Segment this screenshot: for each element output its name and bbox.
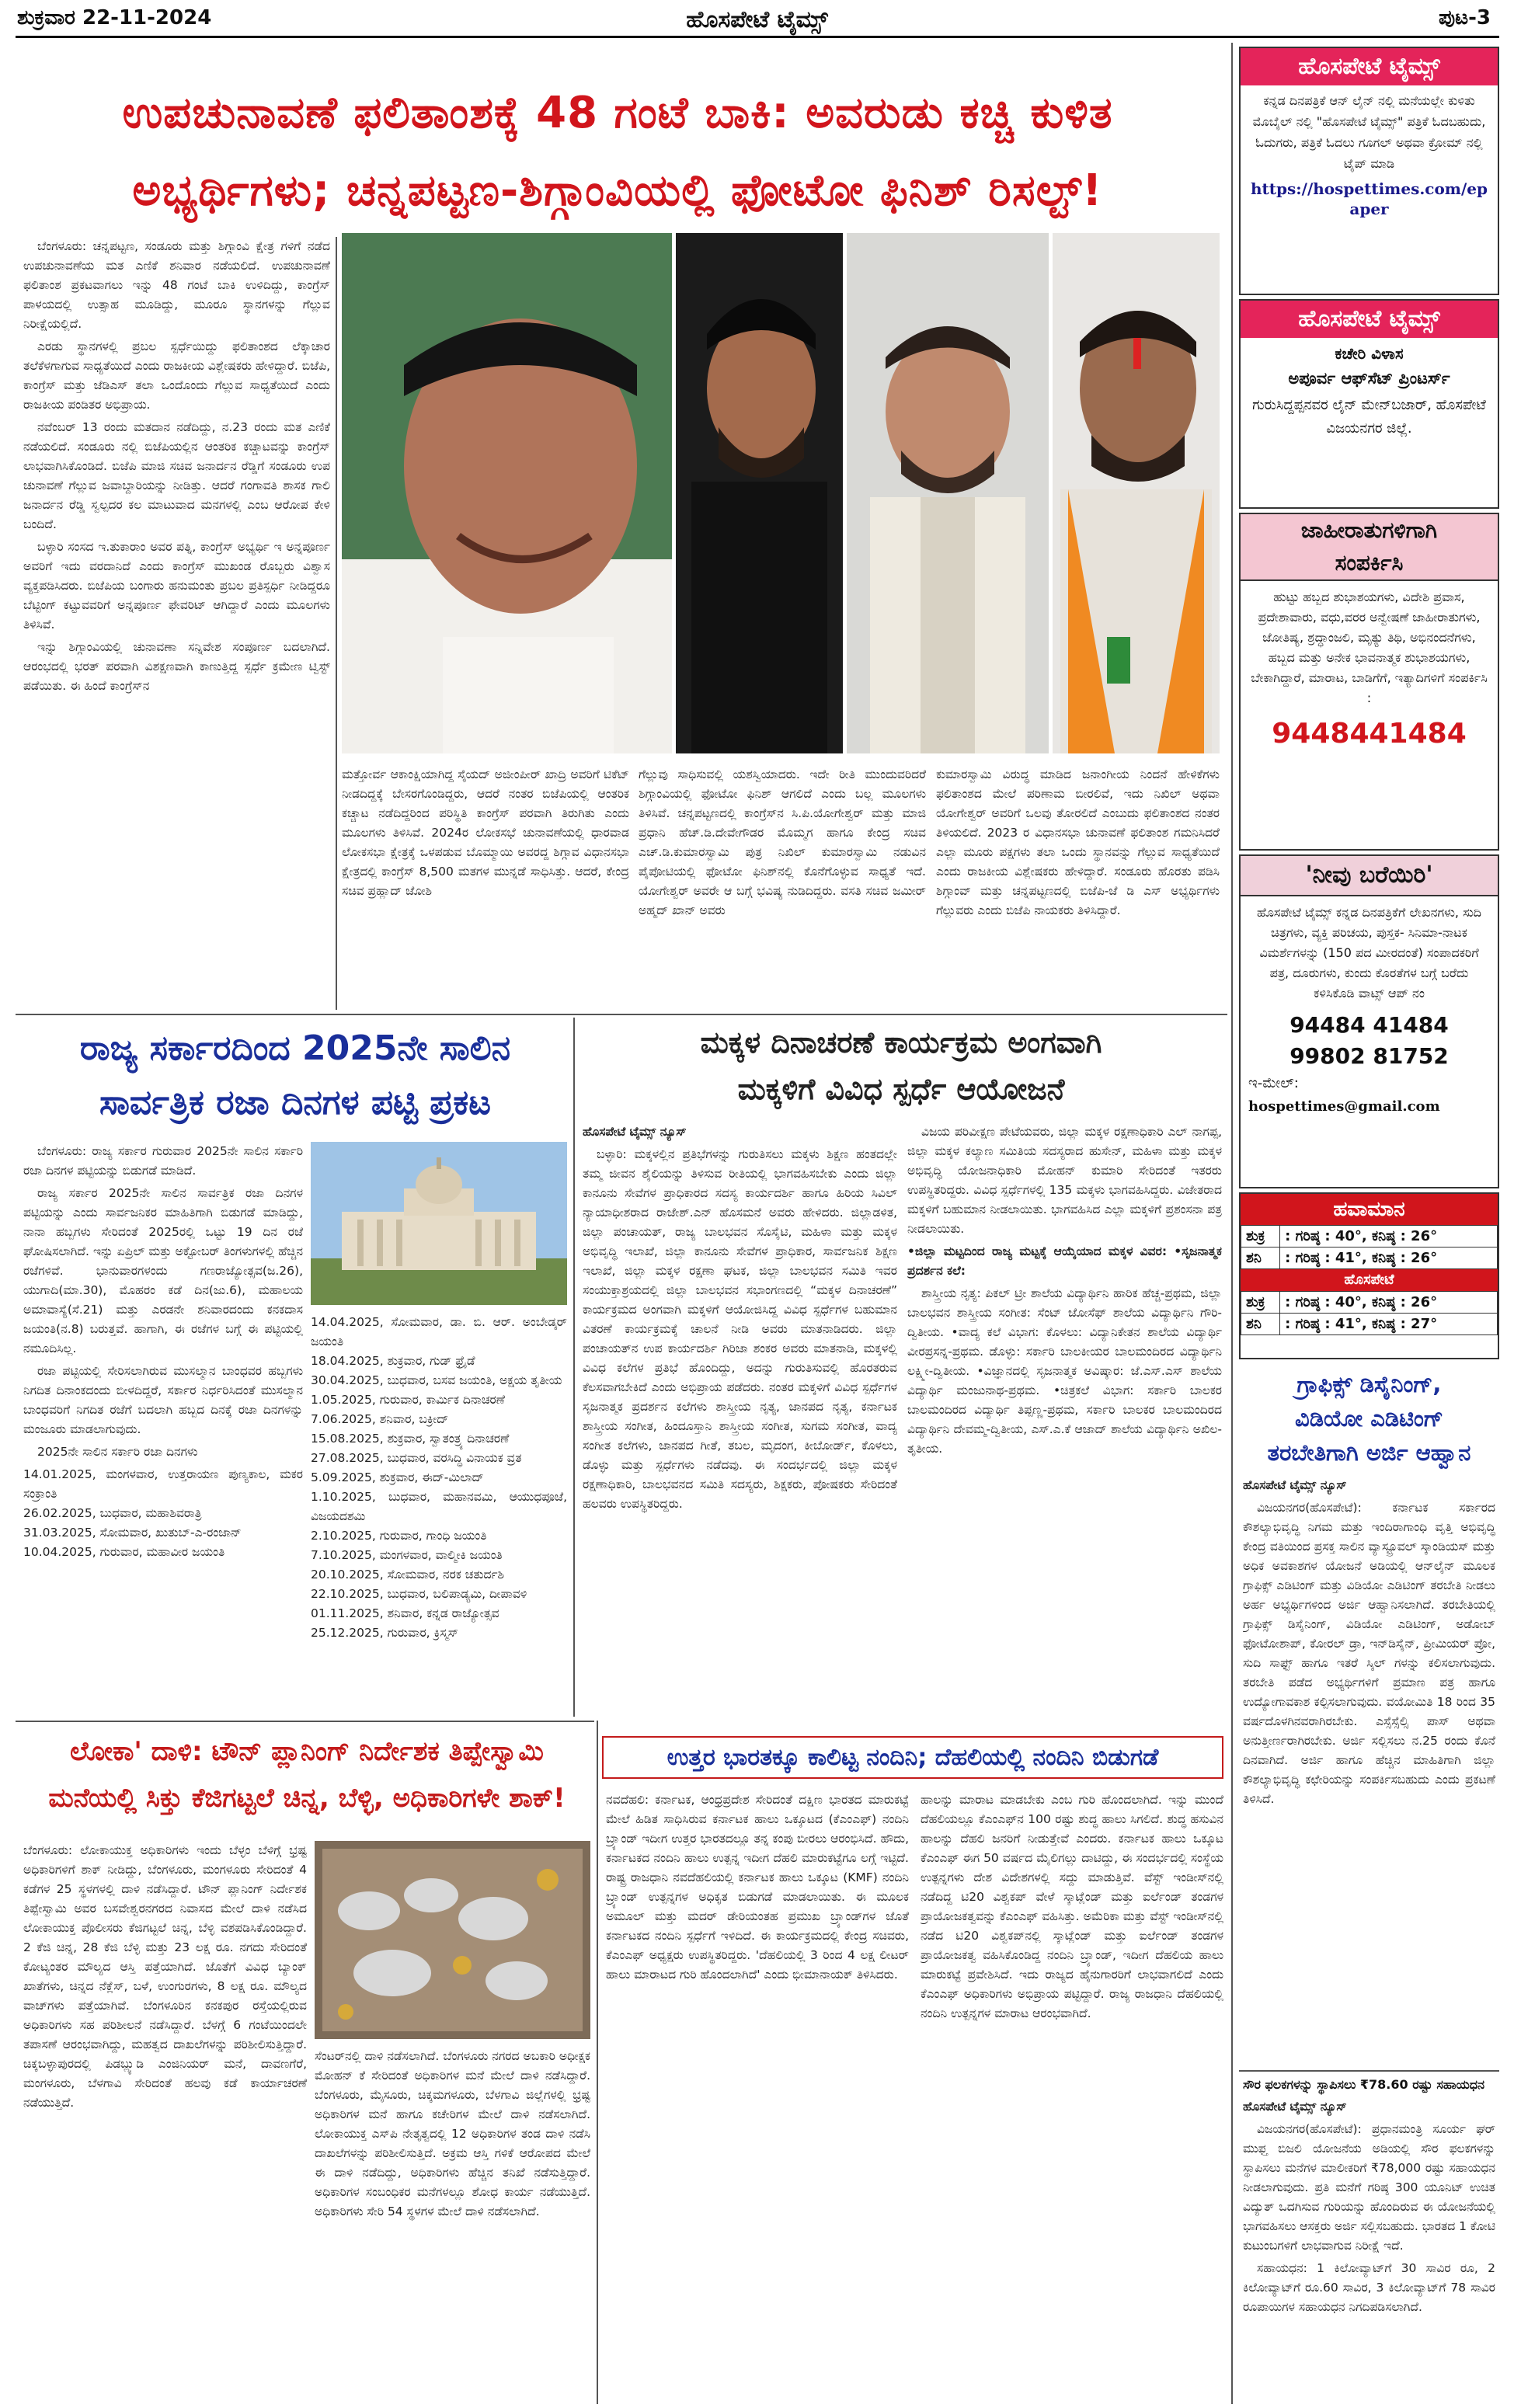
raid-column-1: ಬೆಂಗಳೂರು: ಲೋಕಾಯುಕ್ತ ಅಧಿಕಾರಿಗಳು ಇಂದು ಬೆಳ್ಳಂ ಬೆಳಿಗ್ಗೆ ಭ್ರಷ್ಟ ಅಧಿಕಾರಿಗಳಿಗೆ ಶಾಕ್ ನೀಡಿದ್ದು, ಬೆಂಗಳೂರು, ಮಂಗಳೂರು ಸೇರಿದಂತೆ 4 ಕಡೆಗಳ 25 ಸ್ಥಳಗಳಲ್ಲಿ ದಾಳಿ ನಡೆಸಿದ್ದಾರೆ. ಟೌನ್ ಪ್ಲಾನಿಂಗ್ ನಿರ್ದೇಶಕ ತಿಪ್ಪೇಸ್ವಾಮಿ ಅವರ ಬಸವೇಶ್ವರನಗರದ ನಿವಾಸದ ಮೇಲೆ ದಾಳಿ ನಡೆಸಿದ ಲೋಕಾಯುಕ್ತ ಪೊಲೀಸರು ಕೆಜಿಗಟ್ಟಲೆ ಚಿನ್ನ, ಬೆಳ್ಳಿ ವಶಪಡಿಸಿಕೊಂಡಿದ್ದಾರೆ. 2 ಕೆಜಿ ಚಿನ್ನ, 28 ಕೆಜಿ ಬೆಳ್ಳಿ ಮತ್ತು 23 ಲಕ್ಷ ರೂ. ನಗದು ಸೇರಿದಂತೆ ಕೋಟ್ಯಂತರ ಮೌಲ್ಯದ ಆಸ್ತಿ ಪತ್ತೆಯಾಗಿದೆ. ಜೊತೆಗೆ ವಿವಿಧ ಬ್ಯಾಂಕ್ ಖಾತೆಗಳು, ಚಿನ್ನದ ನೆಕ್ಲೆಸ್, ಬಳೆ, ಉಂಗುರಗಳು, 8 ಲಕ್ಷ ರೂ. ಮೌಲ್ಯದ ವಾಚ್‌ಗಳು ಪತ್ತೆಯಾಗಿವೆ. ಬೆಂಗಳೂರಿನ ಕನಕಪುರ ರಸ್ತೆಯಲ್ಲಿರುವ ಅಧಿಕಾರಿಗಳು ಸಹ ಪರಿಶೀಲನೆ ನಡೆಸಿದ್ದಾರೆ. ಬೆಳಗ್ಗೆ 6 ಗಂಟೆಯಿಂದಲೇ ತಪಾಸಣೆ ಆರಂಭವಾಗಿದ್ದು, ಮಹತ್ವದ ದಾಖಲೆಗಳನ್ನು ಪರಿಶೀಲಿಸುತ್ತಿದ್ದಾರೆ. ಚಿಕ್ಕಬಳ್ಳಾಪುರದಲ್ಲಿ ಪಿಡಬ್ಲ್ಯುಡಿ ಎಂಜಿನಿಯರ್ ಮನೆ, ದಾವಣಗೆರೆ, ಮಂಗಳೂರು, ಬೆಳಗಾವಿ ಸೇರಿದಂತೆ ಹಲವು ಕಡೆ ಕಾರ್ಯಾಚರಣೆ ನಡೆಯುತ್ತಿದೆ. <box>23 1843 307 2110</box>
issue-date: ಶುಕ್ರವಾರ 22-11-2024 <box>17 6 212 30</box>
children-text-2: ವಿಜಯ ಪರಿವೀಕ್ಷಣ ಪೇಟೆಯವರು, ಜಿಲ್ಲಾ ಮಕ್ಕಳ ರಕ್ಷಣಾಧಿಕಾರಿ ಎಲ್ ನಾಗಪ್ಪ, ಜಿಲ್ಲಾ ಮಕ್ಕಳ ಕಲ್ಯಾಣ ಸಮಿತಿಯ ಸದಸ್ಯರಾದ ಹುಸೇನ್, ಮಹಿಳಾ ಮತ್ತು ಮಕ್ಕಳ ಅಭಿವೃದ್ಧಿ ಯೋಜನಾಧಿಕಾರಿ ಮೋಹನ್ ಕುಮಾರಿ ಸೇರಿದಂತೆ ಇತರರು ಉಪಸ್ಥಿತರಿದ್ದರು. ವಿವಿಧ ಸ್ಪರ್ಧೆಗಳಲ್ಲಿ 135 ಮಕ್ಕಳು ಭಾಗವಹಿಸಿದ್ದರು. ವಿಜೇತರಾದ ಮಕ್ಕಳಿಗೆ ಬಹುಮಾನ ನೀಡಲಾಯಿತು. ಭಾಗವಹಿಸಿದ ಎಲ್ಲಾ ಮಕ್ಕಳಿಗೆ ಪ್ರಶಂಸನಾ ಪತ್ರ ನೀಡಲಾಯಿತು. <box>907 1125 1222 1236</box>
holiday-list-item: 5.09.2025, ಶುಕ್ರವಾರ, ಈದ್-ಮಿಲಾದ್ <box>311 1470 484 1484</box>
candidate-photo-4 <box>1053 233 1220 753</box>
holiday-list-item: 31.03.2025, ಸೋಮವಾರ, ಖುತುಬ್-ಎ-ರಂಜಾನ್ <box>23 1526 242 1540</box>
lead-para-2: ಎರಡು ಸ್ಥಾನಗಳಲ್ಲಿ ಪ್ರಬಲ ಸ್ಪರ್ಧೆಯಿದ್ದು ಫಲಿತಾಂಶದ ಲೆಕ್ಕಾಚಾರ ತಲೆಕೆಳಗಾಗುವ ಸಾಧ್ಯತೆಯಿದೆ ಎಂದು ರಾಜಕೀಯ ವಿಶ್ಲೇಷಕರು ಹೇಳಿದ್ದಾರೆ. ಬಿಜೆಪಿ, ಕಾಂಗ್ರೆಸ್ ಮತ್ತು ಜೆಡಿಎಸ್ ತಲಾ ಒಂದೊಂದು ಗೆಲ್ಲುವ ಸಾಧ್ಯತೆಯಿದೆ ಎಂದು ರಾಜಕೀಯ ಪಂಡಿತರ ಅಭಿಪ್ರಾಯ. <box>23 339 330 412</box>
holiday-headline-line1: ರಾಜ್ಯ ಸರ್ಕಾರದಿಂದ 2025ನೇ ಸಾಲಿನ <box>79 1028 511 1068</box>
lead-para-1: ಬೆಂಗಳೂರು: ಚನ್ನಪಟ್ಟಣ, ಸಂಡೂರು ಮತ್ತು ಶಿಗ್ಗಾಂವಿ ಕ್ಷೇತ್ರ ಗಳಿಗೆ ನಡೆದ ಉಪಚುನಾವಣೆಯ ಮತ ಎಣಿಕೆ ಶನಿವಾರ ನಡೆಯಲಿದೆ. ಉಪಚುನಾವಣೆ ಫಲಿತಾಂಶ ಪ್ರಕಟವಾಗಲು ಇನ್ನು 48 ಗಂಟೆ ಬಾಕಿ ಉಳಿದಿದ್ದು, ಕಾಂಗ್ರೆಸ್ ಪಾಳಯದಲ್ಲಿ ಉತ್ಸಾಹ ಮೂಡಿದ್ದು, ಮೂರೂ ಸ್ಥಾನಗಳನ್ನು ಗೆಲ್ಲುವ ನಿರೀಕ್ಷೆಯಲ್ಲಿದೆ. <box>23 239 330 331</box>
sidebar-divider <box>1231 43 1233 2404</box>
page-number: ಪುಟ-3 <box>1438 6 1491 30</box>
weather-temps: : ಗರಿಷ್ಠ : 40°, ಕನಿಷ್ಠ : 26° <box>1280 1226 1498 1247</box>
lead-headline-line1: ಉಪಚುನಾವಣೆ ಫಲಿತಾಂಶಕ್ಕೆ 48 ಗಂಟೆ ಬಾಕಿ: ಅವರುಡು ಕಚ್ಚಿ ಕುಳಿತ <box>122 88 1113 138</box>
solar-subsidy: ಸಹಾಯಧನ: 1 ಕಿಲೋವ್ಯಾಟ್‌ಗೆ 30 ಸಾವಿರ ರೂ, 2 ಕಿಲೋವ್ಯಾಟ್‌ಗೆ ರೂ.60 ಸಾವಿರ, 3 ಕಿಲೋವ್ಯಾಟ್‌ಗೆ 78 ಸಾವಿರ ರೂಪಾಯಿಗಳ ಸಹಾಯಧನ ನಿಗದಿಪಡಿಸಲಾಗಿದೆ. <box>1243 2261 1495 2314</box>
children-subhead: •ಜಿಲ್ಲಾ ಮಟ್ಟದಿಂದ ರಾಜ್ಯ ಮಟ್ಟಕ್ಕೆ ಆಯ್ಕೆಯಾದ ಮಕ್ಕಳ ವಿವರ: •ಸೃಜನಾತ್ಮಕ ಪ್ರದರ್ಶನ ಕಲೆ: <box>907 1244 1222 1278</box>
lead-column-1 <box>23 237 330 781</box>
column-divider <box>597 1721 598 2404</box>
holiday-list-item: 20.10.2025, ಸೋಮವಾರ, ನರಕ ಚತುರ್ದಶಿ <box>311 1568 505 1582</box>
email-address[interactable]: hospettimes@gmail.com <box>1248 1098 1440 1115</box>
children-byline: ಹೊಸಪೇಟೆ ಟೈಮ್ಸ್ ನ್ಯೂಸ್ <box>583 1125 687 1139</box>
holiday-list-item: 26.02.2025, ಬುಧವಾರ, ಮಹಾಶಿವರಾತ್ರಿ <box>23 1506 202 1520</box>
section-divider <box>1239 2070 1499 2072</box>
ads-box <box>1239 513 1499 851</box>
weather-temps: : ಗರಿಷ್ಠ : 40°, ಕನಿಷ್ಠ : 26° <box>1280 1292 1498 1314</box>
holiday-list-item: 25.12.2025, ಗುರುವಾರ, ಕ್ರಿಸ್ಮಸ್ <box>311 1626 459 1640</box>
holiday-list-item: 7.06.2025, ಶನಿವಾರ, ಬಕ್ರೀದ್ <box>311 1412 449 1426</box>
weather-city: ಹೊಸಪೇಟೆ <box>1241 1269 1498 1291</box>
lead-column-4: ಕುಮಾರಸ್ವಾಮಿ ವಿರುದ್ಧ ಮಾಡಿದ ಜನಾಂಗೀಯ ನಿಂದನೆ ಹೇಳಿಕೆಗಳು ಫಲಿತಾಂಶದ ಮೇಲೆ ಪರಿಣಾಮ ಬೀರಲಿವೆ, ಇದು ನಿಖಿಲ್ ಅಥವಾ ಯೋಗೇಶ್ವರ್ ಅವರಿಗೆ ಒಲವು ತೋರಲಿದೆ ಎಂಬುದು ಫಲಿತಾಂಶದ ನಂತರ ತಿಳಿಯಲಿದೆ. 2023 ರ ವಿಧಾನಸಭಾ ಚುನಾವಣೆ ಫಲಿತಾಂಶ ಗಮನಿಸಿದರೆ ಎಲ್ಲಾ ಮೂರು ಪಕ್ಷಗಳು ತಲಾ ಒಂದು ಸ್ಥಾನವನ್ನು ಗೆಲ್ಲುವ ಸಾಧ್ಯತೆಯಿದೆ ಎಂದು ರಾಜಕೀಯ ವಿಶ್ಲೇಷಕರು ಹೇಳಿದ್ದಾರೆ. ಸಂಡೂರು ಹೊರತು ಪಡಿಸಿ ಶಿಗ್ಗಾಂವ್ ಮತ್ತು ಚನ್ನಪಟ್ಟಣದಲ್ಲಿ ಬಿಜೆಪಿ-ಜೆ ಡಿ ಎಸ್ ಅಭ್ಯರ್ಥಿಗಳು ಗೆಲ್ಲುವರು ಎಂದು ಬಿಜೆಪಿ ನಾಯಕರು ತಿಳಿಸಿದ್ದಾರೆ. <box>936 767 1220 917</box>
column-divider <box>573 1018 575 1717</box>
epaper-box-text: ಕನ್ನಡ ದಿನಪತ್ರಿಕೆ ಆನ್ ಲೈನ್ ನಲ್ಲಿ ಮನೆಯಲ್ಲೇ ಕುಳಿತು ಮೊಬೈಲ್ ನಲ್ಲಿ "ಹೊಸಪೇಟೆ ಟೈಮ್ಸ್" ಪತ್ರಿಕೆ ಓದಬಹುದು, ಓದುಗರು, ಪತ್ರಿಕೆ ಓದಲು ಗೂಗಲ್ ಅಥವಾ ಕ್ರೋಮ್ ನಲ್ಲಿ ಟೈಪ್ ಮಾಡಿ <box>1252 93 1486 171</box>
weather-day: ಶನಿ <box>1241 1314 1280 1335</box>
section-divider <box>16 1014 1227 1015</box>
raid-column-2: ಸೆಂಟರ್‌ನಲ್ಲಿ ದಾಳಿ ನಡೆಸಲಾಗಿದೆ. ಬೆಂಗಳೂರು ನಗರದ ಅಬಕಾರಿ ಅಧೀಕ್ಷಕ ಮೋಹನ್ ಕೆ ಸೇರಿದಂತೆ ಅಧಿಕಾರಿಗಳ ಮನೆ ಮೇಲೆ ದಾಳಿ ನಡೆಸಿದ್ದಾರೆ. ಬೆಂಗಳೂರು, ಮೈಸೂರು, ಚಿಕ್ಕಮಗಳೂರು, ಬೆಳಗಾವಿ ಜಿಲ್ಲೆಗಳಲ್ಲಿ ಭ್ರಷ್ಟ ಅಧಿಕಾರಿಗಳ ಮನೆ ಹಾಗೂ ಕಚೇರಿಗಳ ಮೇಲೆ ದಾಳಿ ನಡೆಸಲಾಗಿದೆ. ಲೋಕಾಯುಕ್ತ ಎಸ್‌ಪಿ ನೇತೃತ್ವದಲ್ಲಿ 12 ಅಧಿಕಾರಿಗಳ ತಂಡ ದಾಳಿ ನಡೆಸಿ ದಾಖಲೆಗಳನ್ನು ಪರಿಶೀಲಿಸುತ್ತಿದೆ. ಅಕ್ರಮ ಆಸ್ತಿ ಗಳಿಕೆ ಆರೋಪದ ಮೇಲೆ ಈ ದಾಳಿ ನಡೆದಿದ್ದು, ಅಧಿಕಾರಿಗಳು ಹೆಚ್ಚಿನ ತನಿಖೆ ನಡೆಸುತ್ತಿದ್ದಾರೆ. ಅಧಿಕಾರಿಗಳ ಸಂಬಂಧಿಕರ ಮನೆಗಳಲ್ಲೂ ಶೋಧ ಕಾರ್ಯ ನಡೆಯುತ್ತಿದೆ. ಅಧಿಕಾರಿಗಳು ಸೇರಿ 54 ಸ್ಥಳಗಳ ಮೇಲೆ ದಾಳಿ ನಡೆಸಲಾಗಿದೆ. <box>315 2049 590 2218</box>
write-title: 'ನೀವು ಬರೆಯಿರಿ' <box>1241 856 1498 896</box>
office-box <box>1239 299 1499 509</box>
graphics-headline-line2: ವಿಡಿಯೋ ಎಡಿಟಿಂಗ್ <box>1295 1405 1443 1432</box>
lead-para-3: ನವೆಂಬರ್ 13 ರಂದು ಮತದಾನ ನಡೆದಿದ್ದು, ನ.23 ರಂದು ಮತ ಎಣಿಕೆ ನಡೆಯಲಿದೆ. ಸಂಡೂರು ನಲ್ಲಿ ಬಿಜೆಪಿಯಲ್ಲಿನ ಆಂತರಿಕ ಕಚ್ಚಾಟವನ್ನು ಕಾಂಗ್ರೆಸ್ ಲಾಭವಾಗಿಸಿಕೊಂಡಿದೆ. ಬಿಜೆಪಿ ಮಾಜಿ ಸಚಿವ ಜನಾರ್ದನ ರೆಡ್ಡಿಗೆ ಸಂಡೂರು ಉಪ ಚುನಾವಣೆ ಗೆಲ್ಲುವ ಜವಾಬ್ದಾರಿಯನ್ನು ನೀಡಿತ್ತು. ಆದರೆ ಗಂಗಾವತಿ ಶಾಸಕ ಗಾಲಿ ಜನಾರ್ದನ ರೆಡ್ಡಿ ಸ್ವಲ್ಪದರ ಕಲ ಮಾಟುವಾದ ಮನಗಳಲ್ಲಿ ಎಂಬ ಆರೋಪ ಕೇಳಿ ಬಂದಿದೆ. <box>23 420 330 531</box>
raid-seized-items-photo <box>315 1841 590 2039</box>
holiday-list-item: 01.11.2025, ಶನಿವಾರ, ಕನ್ನಡ ರಾಜ್ಯೋತ್ಸವ <box>311 1606 499 1620</box>
weather-table-2 <box>1241 1291 1498 1335</box>
raid-headline-line2: ಮನೆಯಲ್ಲಿ ಸಿಕ್ತು ಕೆಜಿಗಟ್ಟಲೆ ಚಿನ್ನ, ಬೆಳ್ಳಿ, ಅಧಿಕಾರಿಗಳೇ ಶಾಕ್! <box>48 1783 566 1814</box>
weather-table-1 <box>1241 1225 1498 1269</box>
weather-row <box>1241 1314 1498 1335</box>
holiday-intro: ಬೆಂಗಳೂರು: ರಾಜ್ಯ ಸರ್ಕಾರ ಗುರುವಾರ 2025ನೇ ಸಾಲಿನ ಸರ್ಕಾರಿ ರಜಾ ದಿನಗಳ ಪಟ್ಟಿಯನ್ನು ಬಿಡುಗಡೆ ಮಾಡಿದೆ. <box>23 1144 303 1178</box>
ads-title <box>1241 514 1498 581</box>
holiday-column-1 <box>23 1142 303 1701</box>
children-headline-line2: ಮಕ್ಕಳಿಗೆ ವಿವಿಧ ಸ್ಪರ್ಧೆ ಆಯೋಜನೆ <box>737 1072 1065 1106</box>
nandini-column-1: ನವದೆಹಲಿ: ಕರ್ನಾಟಕ, ಆಂಧ್ರಪ್ರದೇಶ ಸೇರಿದಂತೆ ದಕ್ಷಿಣ ಭಾರತದ ಮಾರುಕಟ್ಟೆ ಮೇಲೆ ಹಿಡಿತ ಸಾಧಿಸಿರುವ ಕರ್ನಾಟಕ ಹಾಲು ಒಕ್ಕೂಟದ (ಕೆಎಂಎಫ್) ನಂದಿನಿ ಬ್ರ್ಯಾಂಡ್ ಇದೀಗ ಉತ್ತರ ಭಾರತದಲ್ಲೂ ತನ್ನ ಕಂಪು ಬೀರಲು ಆರಂಭಿಸಿದೆ. ಹೌದು, ಕರ್ನಾಟಕದ ನಂದಿನಿ ಹಾಲು ಉತ್ಪನ್ನ ಇದೀಗ ದೆಹಲಿ ಮಾರುಕಟ್ಟೆಗೂ ಲಗ್ಗೆ ಇಟ್ಟಿದೆ. ರಾಷ್ಟ್ರ ರಾಜಧಾನಿ ನವದೆಹಲಿಯಲ್ಲಿ ಕರ್ನಾಟಕ ಹಾಲು ಒಕ್ಕೂಟ (KMF) ನಂದಿನಿ ಬ್ರ್ಯಾಂಡ್ ಉತ್ಪನ್ನಗಳ ಅಧಿಕೃತ ಬಿಡುಗಡೆ ಮಾಡಲಾಯಿತು. ಈ ಮೂಲಕ ಅಮೂಲ್ ಮತ್ತು ಮದರ್ ಡೇರಿಯಂತಹ ಪ್ರಮುಖ ಬ್ರ್ಯಾಂಡ್‌ಗಳ ಜೊತೆ ಕರ್ನಾಟಕದ ನಂದಿನಿ ಸ್ಪರ್ಧೆಗೆ ಇಳಿದಿದೆ. ಈ ಕಾರ್ಯಕ್ರಮದಲ್ಲಿ ಕೇಂದ್ರ ಸಚಿವರು, ಕೆಎಂಎಫ್ ಅಧ್ಯಕ್ಷರು ಉಪಸ್ಥಿತರಿದ್ದರು. 'ದೆಹಲಿಯಲ್ಲಿ 3 ರಿಂದ 4 ಲಕ್ಷ ಲೀಟರ್ ಹಾಲು ಮಾರಾಟದ ಗುರಿ ಹೊಂದಲಾಗಿದೆ' ಎಂದು ಭೀಮಾನಾಯಕ್ ತಿಳಿಸಿದರು. <box>606 1793 909 1982</box>
weather-row <box>1241 1226 1498 1247</box>
holiday-list-item: 10.04.2025, ಗುರುವಾರ, ಮಹಾವೀರ ಜಯಂತಿ <box>23 1545 225 1559</box>
holiday-list-item: 22.10.2025, ಬುಧವಾರ, ಬಲಿಪಾಡ್ಯಮಿ, ದೀಪಾವಳಿ <box>311 1587 527 1601</box>
holiday-list-item: 1.10.2025, ಬುಧವಾರ, ಮಹಾನವಮಿ, ಆಯುಧಪೂಜೆ, ವಿಜಯದಶಮಿ <box>311 1490 567 1523</box>
nandini-headline: ಉತ್ತರ ಭಾರತಕ್ಕೂ ಕಾಲಿಟ್ಟ ನಂದಿನಿ; ದೆಹಲಿಯಲ್ಲಿ ನಂದಿನಿ ಬಿಡುಗಡೆ <box>667 1744 1159 1771</box>
epaper-url[interactable]: https://hospettimes.com/epaper <box>1251 179 1488 218</box>
children-text-1: ಬಳ್ಳಾರಿ: ಮಕ್ಕಳಲ್ಲಿನ ಪ್ರತಿಭೆಗಳನ್ನು ಗುರುತಿಸಲು ಮಕ್ಕಳು ಶಿಕ್ಷಣ ಹಂತದಲ್ಲೇ ತಮ್ಮ ಜೀವನ ಶೈಲಿಯನ್ನು ತಿಳಿಸುವ ರೀತಿಯಲ್ಲಿ ಭಾಗವಹಿಸಬೇಕು ಎಂದು ಜಿಲ್ಲಾ ಕಾನೂನು ಸೇವೆಗಳ ಪ್ರಾಧಿಕಾರದ ಸದಸ್ಯ ಕಾರ್ಯದರ್ಶಿ ಹಾಗೂ ಹಿರಿಯ ಸಿವಿಲ್ ನ್ಯಾಯಾಧೀಶರಾದ ರಾಜೇಶ್.ಎನ್ ಹೊಸಮನೆ ಅವರು ಹೇಳಿದರು. ಜಿಲ್ಲಾಡಳಿತ, ಜಿಲ್ಲಾ ಪಂಚಾಯತ್, ರಾಜ್ಯ ಬಾಲಭವನ ಸೊಸೈಟಿ, ಮಹಿಳಾ ಮತ್ತು ಮಕ್ಕಳ ಅಭಿವೃದ್ಧಿ ಇಲಾಖೆ, ಜಿಲ್ಲಾ ಕಾನೂನು ಸೇವೆಗಳ ಪ್ರಾಧಿಕಾರ, ಸಾರ್ವಜನಿಕ ಶಿಕ್ಷಣ ಇಲಾಖೆ, ಜಿಲ್ಲಾ ಮಕ್ಕಳ ರಕ್ಷಣಾ ಘಟಕ, ಜಿಲ್ಲಾ ಬಾಲಭವನ ಸಮಿತಿ ಇವರ ಸಂಯುಕ್ತಾಶ್ರಯದಲ್ಲಿ ಜಿಲ್ಲಾ ಬಾಲಭವನ ಸಭಾಂಗಣದಲ್ಲಿ “ಮಕ್ಕಳ ದಿನಾಚರಣೆ” ಕಾರ್ಯಕ್ರಮದ ಅಂಗವಾಗಿ ಮಕ್ಕಳಿಗೆ ಆಯೋಜಿಸಿದ್ದ ವಿವಿಧ ಸ್ಪರ್ಧೆಗಳ ಬಹುಮಾನ ವಿತರಣೆ ಕಾರ್ಯಕ್ರಮಕ್ಕೆ ಚಾಲನೆ ನೀಡಿ ಅವರು ಮಾತನಾಡಿದರು. ಜಿಲ್ಲಾ ಪಂಚಾಯತ್‌ನ ಉಪ ಕಾರ್ಯದರ್ಶಿ ಗಿರಿಜಾ ಶಂಕರ ಅವರು ಮಾತನಾಡಿ, ಮಕ್ಕಳಲ್ಲಿ ವಿವಿಧ ಕಲೆಗಳ ಪ್ರತಿಭೆ ಹೊಂದಿದ್ದು, ಅದನ್ನು ಗುರುತಿಸುವಲ್ಲಿ ಹೊರತರುವ ಕೆಲಸವಾಗಬೇಕಿದೆ ಎಂದು ಅಭಿಪ್ರಾಯ ಪಡೆದರು. ನಂತರ ಮಕ್ಕಳಿಗೆ ವಿವಿಧ ಸ್ಪರ್ಧೆಗಳ ಸೃಜನಾತ್ಮಕ ಪ್ರದರ್ಶನ ಕಲೆಗಳು ಶಾಸ್ತ್ರೀಯ ನೃತ್ಯ, ಜಾನಪದ ನೃತ್ಯ, ಕರ್ನಾಟಕ ಶಾಸ್ತ್ರೀಯ ಸಂಗೀತ, ಹಿಂದೂಸ್ತಾನಿ ಶಾಸ್ತ್ರೀಯ ಸಂಗೀತ, ಸುಗಮ ಸಂಗೀತ, ವಾದ್ಯ ಸಂಗೀತ ಕಲೆಗಳು, ಜಾನಪದ ಗೀತೆ, ತಬಲ, ಮೃದಂಗ, ಕೀಬೋರ್ಡ್, ಕೊಳಲು, ಡೊಳ್ಳು ಮತ್ತು ಸ್ಪರ್ಧೆಗಳು ನಡೆದವು. ಈ ಸಂದರ್ಭದಲ್ಲಿ ಜಿಲ್ಲಾ ಮಕ್ಕಳ ರಕ್ಷಣಾಧಿಕಾರಿ, ಬಾಲಭವನದ ಸಮಿತಿ ಸದಸ್ಯರು, ಶಿಕ್ಷಕರು, ಪೋಷಕರು ಸೇರಿದಂತೆ ಹಲವರು ಉಪಸ್ಥಿತರಿದ್ದರು. <box>583 1147 897 1511</box>
paper-name: ಹೊಸಪೇಟೆ ಟೈಮ್ಸ್ <box>686 6 828 33</box>
holiday-list-item: 1.05.2025, ಗುರುವಾರ, ಕಾರ್ಮಿಕ ದಿನಾಚರಣೆ <box>311 1393 506 1407</box>
holiday-para-2: ರಾಜ್ಯ ಸರ್ಕಾರ 2025ನೇ ಸಾಲಿನ ಸಾರ್ವತ್ರಿಕ ರಜಾ ದಿನಗಳ ಪಟ್ಟಿಯನ್ನು ಎಂದು ಸಾರ್ವಜನಿಕರ ಮಾಹಿತಿಗಾಗಿ ಬಿಡುಗಡೆ ಮಾಡಿದ್ದು, ನಾನಾ ಹಬ್ಬಗಳು ಸೇರಿದಂತೆ 2025ರಲ್ಲಿ ಒಟ್ಟು 19 ದಿನ ರಜೆ ಘೋಷಿಸಲಾಗಿದೆ. ಇನ್ನು ಏಪ್ರಿಲ್ ಮತ್ತು ಅಕ್ಟೋಬರ್ ತಿಂಗಳುಗಳಲ್ಲಿ ಹೆಚ್ಚಿನ ರಜೆಗಳಿವೆ. ಭಾನುವಾರಗಳಂದು ಗಣರಾಜ್ಯೋತ್ಸವ(ಜ.26), ಯುಗಾದಿ(ಮಾ.30), ಮೊಹರಂ ಕಡೆ ದಿನ(ಜು.6), ಮಹಾಲಯ ಅಮಾವಾಸ್ಯೆ(ಸೆ.21) ಮತ್ತು ಎರಡನೇ ಶನಿವಾರದಂದು ಕನಕದಾಸ ಜಯಂತಿ(ನ.8) ಬರುತ್ತವೆ. ಹಾಗಾಗಿ, ಈ ರಜೆಗಳ ಬಗ್ಗೆ ಈ ಪಟ್ಟಿಯಲ್ಲಿ ನಮೂದಿಸಿಲ್ಲ. <box>23 1186 303 1355</box>
email-line <box>1241 1072 1498 1119</box>
nandini-column-2: ಹಾಲನ್ನು ಮಾರಾಟ ಮಾಡಬೇಕು ಎಂಬ ಗುರಿ ಹೊಂದಲಾಗಿದೆ. ಇನ್ನು ಮುಂದೆ ದೆಹಲಿಯಲ್ಲೂ ಕೆಎಂಎಫ್‌ನ 100 ರಷ್ಟು ಶುದ್ಧ ಹಾಲು ಸಿಗಲಿದೆ. ಶುದ್ಧ ಹಸುವಿನ ಹಾಲನ್ನು ದೆಹಲಿ ಜನರಿಗೆ ನೀಡುತ್ತೇವೆ ಎಂದರು. ಕರ್ನಾಟಕ ಹಾಲು ಒಕ್ಕೂಟ ಕೆಎಂಎಫ್ ಈಗ 50 ವರ್ಷದ ಮೈಲಿಗಲ್ಲು ದಾಟಿದ್ದು, ಈ ಸಂದರ್ಭದಲ್ಲಿ ಸಂಸ್ಥೆಯ ಉತ್ಪನ್ನಗಳು ದೇಶ ವಿದೇಶಗಳಲ್ಲಿ ಸದ್ದು ಮಾಡುತ್ತಿವೆ. ವೆಸ್ಟ್ ಇಂಡೀಸ್‌ನಲ್ಲಿ ನಡೆದಿದ್ದ ಟಿ20 ವಿಶ್ವಕಪ್ ವೇಳೆ ಸ್ಕಾಟ್ಲೆಂಡ್ ಮತ್ತು ಐರ್ಲೆಂಡ್ ತಂಡಗಳ ಪ್ರಾಯೋಜಕತ್ವವನ್ನು ಕೆಎಂಎಫ್ ವಹಿಸಿತ್ತು. ಅಮೆರಿಕಾ ಮತ್ತು ವೆಸ್ಟ್ ಇಂಡೀಸ್‌ನಲ್ಲಿ ನಡೆದ ಟಿ20 ವಿಶ್ವಕಪ್‌ನಲ್ಲಿ ಸ್ಕಾಟ್ಲೆಂಡ್ ಮತ್ತು ಐರ್ಲೆಂಡ್ ತಂಡಗಳ ಪ್ರಾಯೋಜಕತ್ವ ವಹಿಸಿಕೊಂಡಿದ್ದ ನಂದಿನಿ ಬ್ರ್ಯಾಂಡ್, ಇದೀಗ ದೆಹಲಿಯ ಹಾಲು ಮಾರುಕಟ್ಟೆ ಪ್ರವೇಶಿಸಿದೆ. ಇದು ರಾಜ್ಯದ ಹೈನುಗಾರರಿಗೆ ಲಾಭವಾಗಲಿದೆ ಎಂದು ಕೆಎಂಎಫ್ ಅಧಿಕಾರಿಗಳು ಅಭಿಪ್ರಾಯ ಪಟ್ಟಿದ್ದಾರೆ. ರಾಜ್ಯ ರಾಜಧಾನಿ ದೆಹಲಿಯಲ್ಲಿ ನಂದಿನಿ ಉತ್ಪನ್ನಗಳ ಮಾರಾಟ ಆರಂಭವಾಗಿದೆ. <box>921 1793 1223 2020</box>
nandini-headline-box <box>602 1736 1223 1779</box>
ads-text: ಹುಟ್ಟು ಹಬ್ಬದ ಶುಭಾಶಯಗಳು, ವಿದೇಶಿ ಪ್ರವಾಸ, ಪ್ರದೇಶಾವಾರು, ವಧು,ವರರ ಅನ್ವೇಷಣೆ ಜಾಹೀರಾತುಗಳು, ಜೋತಿಷ್ಯ, ಶ್ರದ್ಧಾಂಜಲಿ, ಮೃತ್ಯು ತಿಥಿ, ಅಭಿನಂದನೆಗಳು, ಹಬ್ಬದ ಮತ್ತು ಅನೇಕ ಭಾವನಾತ್ಮಕ ಶುಭಾಶಯಗಳು, ಬೇಕಾಗಿದ್ದಾರೆ, ಮಾರಾಟ, ಬಾಡಿಗೆಗೆ, ಇತ್ಯಾದಿಗಳಿಗೆ ಸಂಪರ್ಕಿಸಿ : <box>1251 590 1488 705</box>
holiday-list-right <box>311 1313 567 1701</box>
weather-box <box>1239 1192 1499 1359</box>
weather-row <box>1241 1292 1498 1314</box>
lead-para-4: ಬಳ್ಳಾರಿ ಸಂಸದ ಇ.ತುಕಾರಾಂ ಅವರ ಪತ್ನಿ, ಕಾಂಗ್ರೆಸ್ ಅಭ್ಯರ್ಥಿ ಇ ಅನ್ನಪೂರ್ಣ ಅವರಿಗೆ ಇದು ವರದಾನಿದೆ ಎಂದು ಕಾಂಗ್ರೆಸ್ ಮುಖಂಡ ರೊಬ್ಬರು ವಿಶ್ವಾಸ ವ್ಯಕ್ತಪಡಿಸಿದರು. ಬಿಜೆಪಿಯ ಬಂಗಾರು ಹನುಮಂತು ಪ್ರಬಲ ಪ್ರತಿಸ್ಪರ್ಧಿ ನೀಡಿದ್ದರೂ ಬೆಟ್ಟಿಂಗ್ ಕಟ್ಟುವವರಿಗೆ ಅನ್ನಪೂರ್ಣ ಫೇವರಿಟ್ ಆಗಿದ್ದಾರೆ ಎಂದು ಮೂಲಗಳು ತಿಳಿಸಿವೆ. <box>23 540 330 632</box>
holiday-list-item: 14.04.2025, ಸೋಮವಾರ, ಡಾ. ಬಿ. ಆರ್. ಅಂಬೇಡ್ಕರ್ ಜಯಂತಿ <box>311 1315 567 1348</box>
solar-byline: ಹೊಸಪೇಟೆ ಟೈಮ್ಸ್ ನ್ಯೂಸ್ <box>1243 2100 1347 2114</box>
ads-phone[interactable]: 9448441484 <box>1272 718 1467 750</box>
epaper-box-title: ಹೊಸಪೇಟೆ ಟೈಮ್ಸ್ <box>1241 48 1498 85</box>
lead-column-2: ಮತ್ತೋರ್ವ ಆಕಾಂಕ್ಷಿಯಾಗಿದ್ದ ಸೈಯದ್ ಅಜೀಂಪೀರ್ ಖಾದ್ರಿ ಅವರಿಗೆ ಟಿಕೆಟ್ ನೀಡದಿದ್ದಕ್ಕೆ ಬೇಸರಗೊಂಡಿದ್ದರು, ಆದರೆ ನಂತರ ಬಿಜೆಪಿಯಲ್ಲಿ ಆಂತರಿಕ ಕಚ್ಚಾಟ ನಡೆದಿದ್ದರಿಂದ ಪರಿಸ್ಥಿತಿ ಕಾಂಗ್ರೆಸ್ ಪರವಾಗಿ ತಿರುಗಿತು ಎಂದು ಮೂಲಗಳು ತಿಳಿಸಿವೆ. 2024ರ ಲೋಕಸಭೆ ಚುನಾವಣೆಯಲ್ಲಿ ಧಾರವಾಡ ಲೋಕಸಭಾ ಕ್ಷೇತ್ರಕ್ಕೆ ಒಳಪಡುವ ಬೊಮ್ಮಾಯಿ ಅವರದ್ದ ಶಿಗ್ಗಾವ ವಿಧಾನಸಭಾ ಕ್ಷೇತ್ರದಲ್ಲಿ ಕಾಂಗ್ರೆಸ್ 8,500 ಮತಗಳ ಮುನ್ನಡೆ ಸಾಧಿಸಿತ್ತು. ಆದರೆ, ಕೇಂದ್ರ ಸಚಿವ ಪ್ರಹ್ಲಾದ್ ಜೋಶಿ <box>342 767 629 898</box>
masthead-rule <box>16 36 1499 38</box>
weather-temps: : ಗರಿಷ್ಠ : 41°, ಕನಿಷ್ಠ : 26° <box>1280 1247 1498 1269</box>
candidate-photo-2 <box>676 233 843 753</box>
weather-temps: : ಗರಿಷ್ಠ : 41°, ಕನಿಷ್ಠ : 27° <box>1280 1314 1498 1335</box>
holiday-list-item: 7.10.2025, ಮಂಗಳವಾರ, ವಾಲ್ಮೀಕಿ ಜಯಂತಿ <box>311 1548 503 1562</box>
lead-headline-line2: ಅಭ್ಯರ್ಥಿಗಳು; ಚನ್ನಪಟ್ಟಣ-ಶಿಗ್ಗಾಂವಿಯಲ್ಲಿ ಫೋಟೋ ಫಿನಿಶ್ ರಿಸಲ್ಟ್! <box>132 165 1103 216</box>
office-box-title: ಹೊಸಪೇಟೆ ಟೈಮ್ಸ್ <box>1241 301 1498 338</box>
holiday-headline-line2: ಸಾರ್ವತ್ರಿಕ ರಜಾ ದಿನಗಳ ಪಟ್ಟಿ ಪ್ರಕಟ <box>99 1083 491 1122</box>
candidate-photo-1 <box>342 233 672 753</box>
children-text-3: ಶಾಸ್ತ್ರೀಯ ನೃತ್ಯ: ಪಿಕಲ್ ಟ್ರೀ ಶಾಲೆಯ ವಿದ್ಯಾರ್ಥಿನಿ ಹಾರಿಕ ಹೆಚ್ಚ-ಪ್ರಥಮ, ಜಿಲ್ಲಾ ಬಾಲಭವನ ಶಾಸ್ತ್ರೀಯ ಸಂಗೀತ: ಸೆಂಟ್ ಜೋಸೆಫ್ ಶಾಲೆಯ ವಿದ್ಯಾರ್ಥಿನಿ ಗೌರಿ-ದ್ವಿತೀಯ. •ವಾದ್ಯ ಕಲೆ ವಿಭಾಗ: ಕೊಳಲು: ವಿದ್ಯಾನಿಕೇತನ ಶಾಲೆಯ ವಿದ್ಯಾರ್ಥಿ ವೀರಪ್ರಸನ್ನ-ಪ್ರಥಮ. ಡೊಳ್ಳು: ಸರ್ಕಾರಿ ಬಾಲಕೀಯರ ಬಾಲಮಂದಿರದ ವಿದ್ಯಾರ್ಥಿನಿ ಲಕ್ಷ್ಮೀ-ದ್ವಿತೀಯ. •ವಿಜ್ಞಾನದಲ್ಲಿ ಸೃಜನಾತ್ಮಕ ಅವಿಷ್ಕಾರ: ಜೆ.ಎಸ್.ಎಸ್ ಶಾಲೆಯ ವಿದ್ಯಾರ್ಥಿ ಮಂಜುನಾಥ-ಪ್ರಥಮ. •ಚಿತ್ರಕಲೆ ವಿಭಾಗ: ಸರ್ಕಾರಿ ಬಾಲಕರ ಬಾಲಮಂದಿರದ ವಿದ್ಯಾರ್ಥಿ ತಿಪ್ಪಣ್ಣ-ಪ್ರಥಮ, ಸರ್ಕಾರಿ ಬಾಲಕರ ಬಾಲಮಂದಿರದ ವಿದ್ಯಾರ್ಥಿನಿ ದೇವಮ್ಮ-ದ್ವಿತೀಯ, ಎಸ್.ಎ.ಕೆ ಆಜಾದ್ ಶಾಲೆಯ ವಿದ್ಯಾರ್ಥಿನಿ ಅಖಿಲ-ತೃತೀಯ. <box>907 1286 1222 1456</box>
office-address: ಗುರುಸಿದ್ದಪ್ಪನವರ ಲೈನ್ ಮೇನ್‌ಬಜಾರ್, ಹೊಸಪೇಟೆ ವಿಜಯನಗರ ಜಿಲ್ಲೆ. <box>1252 397 1486 437</box>
section-divider <box>16 1721 594 1722</box>
epaper-box <box>1239 47 1499 295</box>
vidhana-soudha-photo <box>311 1142 567 1305</box>
weather-day: ಶುಕ್ರ <box>1241 1292 1280 1314</box>
write-text: ಹೊಸಪೇಟೆ ಟೈಮ್ಸ್ ಕನ್ನಡ ದಿನಪತ್ರಿಕೆಗೆ ಲೇಖನಗಳು, ಸುದಿ ಚಿತ್ರಗಳು, ವ್ಯಕ್ತಿ ಪರಿಚಯ, ಪುಸ್ತಕ- ಸಿನಿಮಾ-ನಾಟಕ ವಿಮರ್ಶೆಗಳನ್ನು (150 ಪದ ಮೀರದಂತೆ) ಸಂಪಾದಕರಿಗೆ ಪತ್ರ, ದೂರುಗಳು, ಕುಂದು ಕೊರತೆಗಳ ಬಗ್ಗೆ ಬರೆದು ಕಳಿಸಿಕೊಡಿ ವಾಟ್ಸ್ ಆಪ್ ನಂ <box>1256 905 1482 1000</box>
holiday-list-heading: 2025ನೇ ಸಾಲಿನ ಸರ್ಕಾರಿ ರಜಾ ದಿನಗಳು <box>37 1445 198 1459</box>
graphics-body <box>1243 1476 1495 2066</box>
write-phone-2[interactable]: 99802 81752 <box>1290 1043 1449 1069</box>
holiday-list-left <box>23 1465 303 1562</box>
holiday-para-3: ರಜಾ ಪಟ್ಟಿಯಲ್ಲಿ ಸೇರಿಸಲಾಗಿರುವ ಮುಸಲ್ಮಾನ ಬಾಂಧವರ ಹಬ್ಬಗಳು ನಿಗದಿತ ದಿನಾಂಕದಂದು ಬೀಳದಿದ್ದರೆ, ಸರ್ಕಾರ ನಿರ್ಧರಿಸಿದಂತೆ ಮುಸಲ್ಮಾನ ಬಾಂಧವರಿಗೆ ನಿಗದಿತ ರಜೆಗೆ ಬದಲಾಗಿ ಹಬ್ಬದ ದಿನಕ್ಕೆ ರಜಾ ದಿನಗಳನ್ನು ಮಂಜೂರು ಮಾಡಲಾಗುವುದು. <box>23 1364 303 1436</box>
graphics-headline-line1: ಗ್ರಾಫಿಕ್ಸ್ ಡಿಸೈನಿಂಗ್, <box>1296 1371 1442 1397</box>
children-column-2 <box>907 1122 1222 1713</box>
children-headline-line1: ಮಕ್ಕಳ ದಿನಾಚರಣೆ ಕಾರ್ಯಕ್ರಮ ಅಂಗವಾಗಿ <box>700 1025 1102 1060</box>
weather-row <box>1241 1247 1498 1269</box>
holiday-list-item: 15.08.2025, ಶುಕ್ರವಾರ, ಸ್ವಾತಂತ್ರ್ಯ ದಿನಾಚರಣೆ <box>311 1432 510 1446</box>
children-column-1 <box>583 1122 897 1713</box>
weather-title: ಹವಾಮಾನ <box>1241 1194 1498 1225</box>
solar-text: ವಿಜಯನಗರ(ಹೊಸಪೇಟೆ): ಪ್ರಧಾನಮಂತ್ರಿ ಸೂರ್ಯ ಘರ್ ಮುಫ್ತ ಬಿಜಲಿ ಯೋಜನೆಯ ಅಡಿಯಲ್ಲಿ ಸೌರ ಫಲಕಗಳನ್ನು ಸ್ಥಾಪಿಸಲು ಮನೆಗಳ ಮಾಲೀಕರಿಗೆ ₹78,000 ರಷ್ಟು ಸಹಾಯಧನ ನೀಡಲಾಗುವುದು. ಪ್ರತಿ ಮನೆಗೆ ಗರಿಷ್ಠ 300 ಯೂನಿಟ್ ಉಚಿತ ವಿದ್ಯುತ್ ಒದಗಿಸುವ ಗುರಿಯನ್ನು ಹೊಂದಿರುವ ಈ ಯೋಜನೆಯಲ್ಲಿ ಭಾಗವಹಿಸಲು ಆಸಕ್ತರು ಅರ್ಜಿ ಸಲ್ಲಿಸಬಹುದು. ಭಾರತದ 1 ಕೋಟಿ ಕುಟುಂಬಗಳಿಗೆ ಲಾಭವಾಗುವ ನಿರೀಕ್ಷೆ ಇದೆ. <box>1243 2122 1495 2253</box>
solar-subheadline: ಸೌರ ಫಲಕಗಳನ್ನು ಸ್ಥಾಪಿಸಲು ₹78.60 ರಷ್ಟು ಸಹಾಯಧನ <box>1243 2077 1484 2092</box>
raid-headline-line1: ಲೋಕಾ' ದಾಳಿ: ಟೌನ್ ಪ್ಲಾನಿಂಗ್ ನಿರ್ದೇಶಕ ತಿಪ್ಪೇಸ್ವಾಮಿ <box>70 1736 544 1767</box>
graphics-text: ವಿಜಯನಗರ(ಹೊಸಪೇಟೆ): ಕರ್ನಾಟಕ ಸರ್ಕಾರದ ಕೌಶಲ್ಯಾಭಿವೃದ್ಧಿ ನಿಗಮ ಮತ್ತು ಇಂದಿರಾಗಾಂಧಿ ವೃತ್ತಿ ಅಭಿವೃದ್ಧಿ ಕೇಂದ್ರ ವತಿಯಿಂದ ಪ್ರಸಕ್ತ ಸಾಲಿನ ವ್ಯಾಸ್ಟ್ರೂವಲ್ ಸ್ಕಾಂಡಿಯಸ್ ಮತ್ತು ಅಧಿಕ ಅವಕಾಶಗಳ ಯೋಜನೆ ಅಡಿಯಲ್ಲಿ ಆನ್‌ಲೈನ್ ಮೂಲಕ ಗ್ರಾಫಿಕ್ಸ್ ಎಡಿಟಿಂಗ್ ಮತ್ತು ವಿಡಿಯೋ ಎಡಿಟಿಂಗ್ ತರಬೇತಿ ನೀಡಲು ಅರ್ಹ ಅಭ್ಯರ್ಥಿಗಳಿಂದ ಅರ್ಜಿ ಆಹ್ವಾನಿಸಲಾಗಿದೆ. ತರಬೇತಿಯಲ್ಲಿ ಗ್ರಾಫಿಕ್ಸ್ ಡಿಸೈನಿಂಗ್, ವಿಡಿಯೋ ಎಡಿಟಿಂಗ್, ಅಡೋಬ್ ಫೋಟೋಶಾಪ್, ಕೋರಲ್ ಡ್ರಾ, ಇನ್‌ಡಿಸೈನ್, ಪ್ರೀಮಿಯರ್ ಪ್ರೋ, ಸುದಿ ಸಾಫ್ಟ್ ಹಾಗೂ ಇತರೆ ಸ್ಕಿಲ್ ಗಳನ್ನು ಕಲಿಸಲಾಗುವುದು. ತರಬೇತಿ ಪಡೆದ ಅಭ್ಯರ್ಥಿಗಳಿಗೆ ಪ್ರಮಾಣ ಪತ್ರ ಹಾಗೂ ಉದ್ಯೋಗಾವಕಾಶ ಕಲ್ಪಿಸಲಾಗುವುದು. ವಯೋಮಿತಿ 18 ರಿಂದ 35 ವರ್ಷದೊಳಗಿನವರಾಗಿರಬೇಕು. ಎಸ್ಸೆಸ್ಸೆಲ್ಸಿ ಪಾಸ್ ಅಥವಾ ಅನುತ್ತೀರ್ಣರಾಗಿರಬೇಕು. ಅರ್ಜಿ ಸಲ್ಲಿಸಲು ನ.25 ರಂದು ಕೊನೆ ದಿನವಾಗಿದೆ. ಅರ್ಜಿ ಹಾಗೂ ಹೆಚ್ಚಿನ ಮಾಹಿತಿಗಾಗಿ ಜಿಲ್ಲಾ ಕೌಶಲ್ಯಾಭಿವೃದ್ಧಿ ಕಛೇರಿಯನ್ನು ಸಂಪರ್ಕಿಸಬಹುದು ಎಂದು ಪ್ರಕಟಣೆ ತಿಳಿಸಿದೆ. <box>1243 1501 1495 1806</box>
holiday-list-item: 30.04.2025, ಬುಧವಾರ, ಬಸವ ಜಯಂತಿ, ಅಕ್ಷಯ ತೃತೀಯ <box>311 1373 562 1387</box>
weather-day: ಶುಕ್ರ <box>1241 1226 1280 1247</box>
solar-body <box>1243 2097 1495 2400</box>
holiday-list-item: 14.01.2025, ಮಂಗಳವಾರ, ಉತ್ತರಾಯಣ ಪುಣ್ಯಕಾಲ, ಮಕರ ಸಂಕ್ರಾಂತಿ <box>23 1467 303 1501</box>
office-label: ಕಚೇರಿ ವಿಳಾಸ <box>1335 344 1404 363</box>
ads-title-line2: ಸಂಪರ್ಕಿಸಿ <box>1335 550 1404 576</box>
candidate-photo-3 <box>847 233 1049 753</box>
printer-name: ಅಪೂರ್ವ ಆಫ್‌ಸೆಟ್ ಪ್ರಿಂಟರ್ಸ್ <box>1288 369 1450 388</box>
graphics-byline: ಹೊಸಪೇಟೆ ಟೈಮ್ಸ್ ನ್ಯೂಸ್ <box>1243 1478 1347 1492</box>
lead-para-5: ಇನ್ನು ಶಿಗ್ಗಾಂವಿಯಲ್ಲಿ ಚುನಾವಣಾ ಸನ್ನಿವೇಶ ಸಂಪೂರ್ಣ ಬದಲಾಗಿದೆ. ಆರಂಭದಲ್ಲಿ ಭರತ್ ಪರವಾಗಿ ವಿಶಕ್ಷಣವಾಗಿ ಕಾಣುತ್ತಿದ್ದ ಸ್ಪರ್ಧೆ ಕ್ರಮೇಣ ಟ್ವಿಸ್ಟ್ ಪಡೆಯಿತು. ಈ ಹಿಂದೆ ಕಾಂಗ್ರೆಸ್‌ನ <box>23 640 330 693</box>
write-phone-1[interactable]: 94484 41484 <box>1290 1012 1449 1038</box>
column-divider <box>336 237 337 1010</box>
lead-column-3: ಗೆಲ್ಲುವು ಸಾಧಿಸುವಲ್ಲಿ ಯಶಸ್ವಿಯಾದರು. ಇದೇ ರೀತಿ ಮುಂದುವರಿದರೆ ಶಿಗ್ಗಾಂವಿಯಲ್ಲಿ ಫೋಟೋ ಫಿನಿಶ್ ಆಗಲಿದೆ ಎಂದು ಬಲ್ಲ ಮೂಲಗಳು ತಿಳಿಸಿವೆ. ಚನ್ನಪಟ್ಟಣದಲ್ಲಿ ಕಾಂಗ್ರೆಸ್‌ನ ಸಿ.ಪಿ.ಯೋಗೇಶ್ವರ್ ಮತ್ತು ಮಾಜಿ ಪ್ರಧಾನಿ ಹೆಚ್.ಡಿ.ದೇವೇಗೌಡರ ಮೊಮ್ಮಗ ಹಾಗೂ ಕೇಂದ್ರ ಸಚಿವ ಎಚ್.ಡಿ.ಕುಮಾರಸ್ವಾಮಿ ಪುತ್ರ ನಿಖಿಲ್ ಕುಮಾರಸ್ವಾಮಿ ನಡುವಿನ ಪೈಪೋಟಿಯಲ್ಲಿ ಫೋಟೋ ಫಿನಿಶ್‌ನಲ್ಲಿ ಕೊನೆಗೊಳ್ಳುವ ಸಾಧ್ಯತೆ ಇದೆ. ಯೋಗೇಶ್ವರ್ ಅವರೇ ಆ ಬಗ್ಗೆ ಭವಿಷ್ಯ ನುಡಿದಿದ್ದರು. ವಸತಿ ಸಚಿವ ಜಮೀರ್ ಅಹ್ಮದ್ ಖಾನ್ ಅವರು <box>639 767 926 917</box>
holiday-list-item: 27.08.2025, ಬುಧವಾರ, ವರಸಿದ್ಧಿ ವಿನಾಯಕ ವ್ರತ <box>311 1451 522 1465</box>
write-box <box>1239 854 1499 1188</box>
email-label: ಇ-ಮೇಲ್: <box>1248 1075 1299 1091</box>
holiday-list-item: 18.04.2025, ಶುಕ್ರವಾರ, ಗುಡ್ ಫ್ರೈಡೆ <box>311 1354 475 1368</box>
holiday-list-item: 2.10.2025, ಗುರುವಾರ, ಗಾಂಧಿ ಜಯಂತಿ <box>311 1529 487 1543</box>
graphics-headline-line3: ತರಬೇತಿಗಾಗಿ ಅರ್ಜಿ ಆಹ್ವಾನ <box>1267 1439 1471 1466</box>
raid-headline <box>23 1728 590 1829</box>
graphics-headline <box>1239 1367 1499 1470</box>
weather-day: ಶನಿ <box>1241 1247 1280 1269</box>
ads-title-line1: ಜಾಹೀರಾತುಗಳಿಗಾಗಿ <box>1300 517 1438 543</box>
